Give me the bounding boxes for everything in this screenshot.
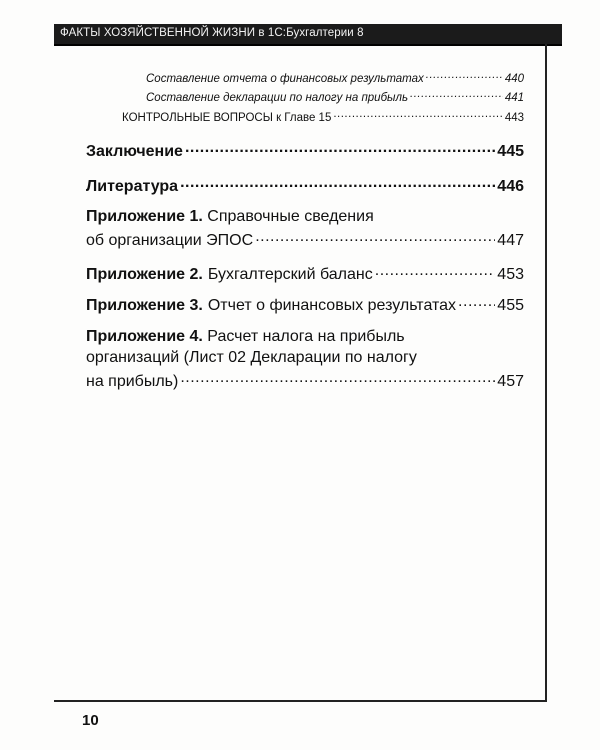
toc-entry-financial-results-report (146, 70, 524, 85)
toc-entry-title: Литература (86, 178, 179, 195)
appendix-title-continued: на прибыль) (86, 373, 179, 390)
toc-entry-appendix-1 (86, 229, 524, 250)
toc-entry-page: 446 (497, 178, 524, 195)
toc-entry-page: 457 (497, 373, 524, 390)
appendix-label: Приложение 3. (86, 297, 203, 314)
dot-leader (180, 175, 495, 191)
toc-entry-page: 453 (497, 266, 524, 283)
toc-entry-page: 441 (504, 91, 524, 104)
toc-entry-profit-tax-declaration (146, 89, 524, 104)
right-margin-rule (545, 44, 547, 700)
running-header (54, 24, 562, 46)
dot-leader (180, 370, 495, 386)
toc-entry-conclusion (86, 140, 524, 161)
appendix-title: Бухгалтерский баланс (207, 266, 373, 283)
dot-leader (458, 294, 495, 310)
toc-entry-page: 445 (497, 143, 524, 160)
dot-leader (375, 263, 496, 279)
running-header-title: ФАКТЫ ХОЗЯЙСТВЕННОЙ ЖИЗНИ в 1С:Бухгалтерии 8 (60, 27, 364, 39)
toc-entry-appendix-4 (86, 370, 524, 391)
toc-entry-appendix-4-line-1 (86, 328, 405, 346)
dot-leader (255, 229, 495, 245)
toc-entry-title: Составление декларации по налогу на прибыль (146, 91, 409, 104)
toc-entry-title: Составление отчета о финансовых результатах (146, 72, 424, 85)
appendix-title: Расчет налога на прибыль (207, 328, 405, 345)
appendix-title: Справочные сведения (207, 208, 374, 225)
toc-entry-title: КОНТРОЛЬНЫЕ ВОПРОСЫ к Главе 15 (122, 111, 332, 124)
toc-entry-literature (86, 175, 524, 196)
appendix-title-continued: об организации ЭПОС (86, 232, 254, 249)
bottom-margin-rule (54, 700, 547, 702)
toc-entry-appendix-2 (86, 263, 524, 284)
toc-entry-control-questions (122, 109, 524, 124)
dot-leader (333, 109, 502, 121)
page-number: 10 (82, 712, 99, 729)
toc-entry-appendix-3 (86, 294, 524, 315)
toc-entry-title: Заключение (86, 143, 183, 160)
toc-entry-page: 443 (504, 111, 524, 124)
toc-entry-page: 447 (497, 232, 524, 249)
appendix-label: Приложение 1. (86, 208, 203, 225)
dot-leader (185, 140, 495, 156)
toc-entry-page: 455 (497, 297, 524, 314)
toc-entry-appendix-1-line-1 (86, 208, 374, 226)
appendix-label: Приложение 2. (86, 266, 203, 283)
toc-entry-page: 440 (504, 72, 524, 85)
dot-leader (426, 70, 503, 82)
appendix-title-continued: организаций (Лист 02 Декларации по налогу (86, 349, 417, 366)
dot-leader (410, 89, 503, 101)
appendix-label: Приложение 4. (86, 328, 203, 345)
toc-entry-appendix-4-line-2 (86, 349, 417, 367)
appendix-title: Отчет о финансовых результатах (207, 297, 457, 314)
